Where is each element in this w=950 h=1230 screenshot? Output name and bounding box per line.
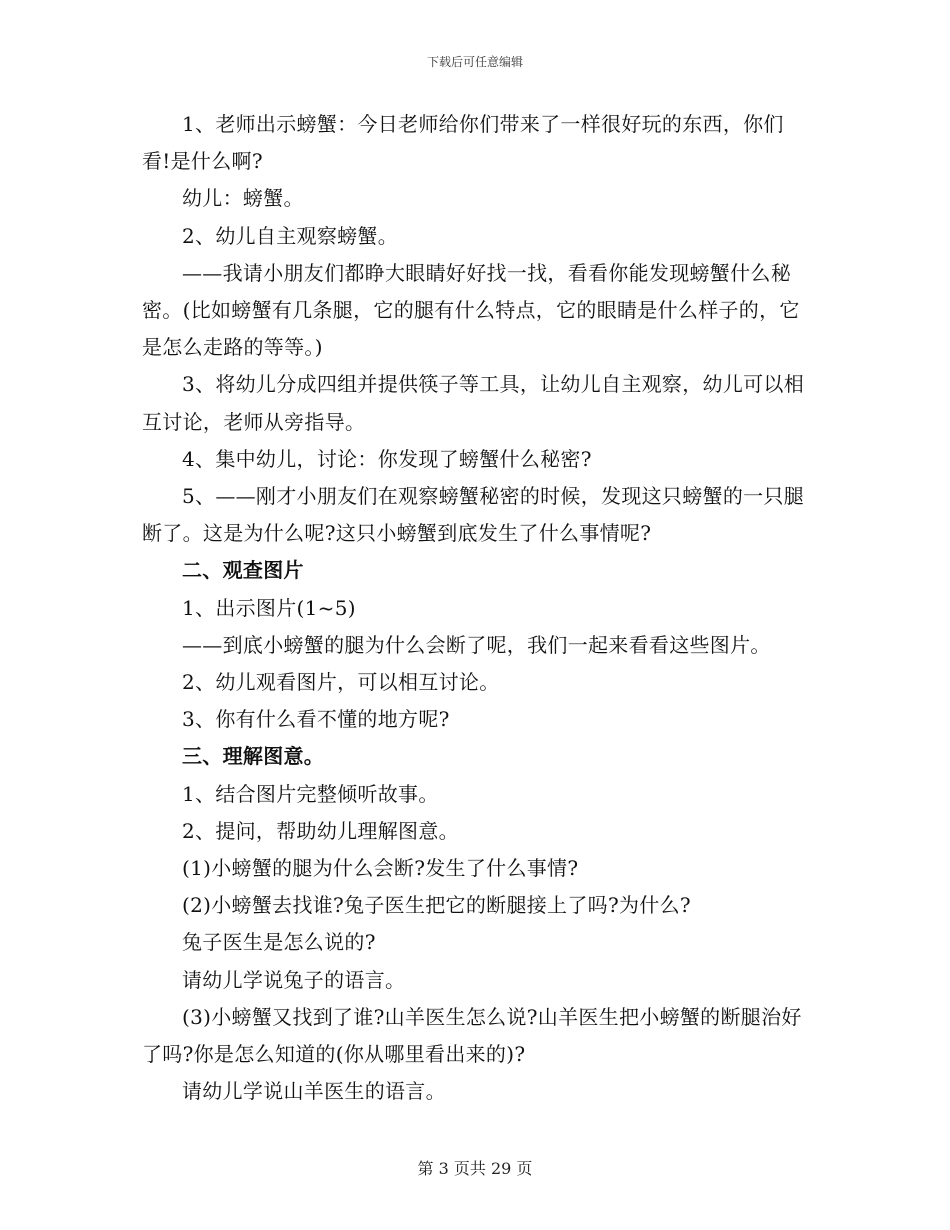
paragraph-7: 5、——刚才小朋友们在观察螃蟹秘密的时候，发现这只螃蟹的一只腿断了。这是为什么呢?这只小螃蟹到底发生了什么事情呢? [142,484,805,546]
page-header-note: 下载后可任意编辑 [426,55,523,69]
paragraph-1: 1、老师出示螃蟹：今日老师给你们带来了一样很好玩的东西，你们看!是什么啊? [142,112,784,174]
paragraph-19: 请幼儿学说兔子的语言。 [182,967,406,992]
paragraph-12: 3、你有什么看不懂的地方呢? [182,707,450,732]
paragraph-15: 2、提问，帮助幼儿理解图意。 [182,818,459,843]
section-heading-2: 二、观查图片 [182,558,304,583]
paragraph-5: 3、将幼儿分成四组并提供筷子等工具，让幼儿自主观察，幼儿可以相互讨论，老师从旁指导。 [142,372,805,434]
section-heading-3: 三、理解图意。 [182,744,325,769]
paragraph-3: 2、幼儿自主观察螃蟹。 [182,223,399,248]
paragraph-10: ——到底小螃蟹的腿为什么会断了呢，我们一起来看看这些图片。 [182,632,771,657]
page-footer: 第 3 页共 29 页 [417,1159,533,1178]
paragraph-18: 兔子医生是怎么说的? [182,930,376,955]
paragraph-17: (2)小螃蟹去找谁?兔子医生把它的断腿接上了吗?为什么? [182,893,691,918]
paragraph-2: 幼儿：螃蟹。 [182,186,304,211]
paragraph-9: 1、出示图片(1~5) [182,595,356,620]
paragraph-16: (1)小螃蟹的腿为什么会断?发生了什么事情? [182,856,579,881]
paragraph-20: (3)小螃蟹又找到了谁?山羊医生怎么说?山羊医生把小螃蟹的断腿治好了吗?你是怎么知道的(你从哪里看出来的)? [142,1004,802,1067]
paragraph-14: 1、结合图片完整倾听故事。 [182,781,439,806]
paragraph-6: 4、集中幼儿，讨论：你发现了螃蟹什么秘密? [182,446,592,471]
paragraph-4: ——我请小朋友们都睁大眼睛好好找一找，看看你能发现螃蟹什么秘密。(比如螃蟹有几条腿，它的腿有什么特点，它的眼睛是什么样子的，它是怎么走路的等等。) [142,260,800,360]
document-body [142,106,812,1110]
paragraph-11: 2、幼儿观看图片，可以相互讨论。 [182,670,500,695]
paragraph-21: 请幼儿学说山羊医生的语言。 [182,1079,446,1104]
